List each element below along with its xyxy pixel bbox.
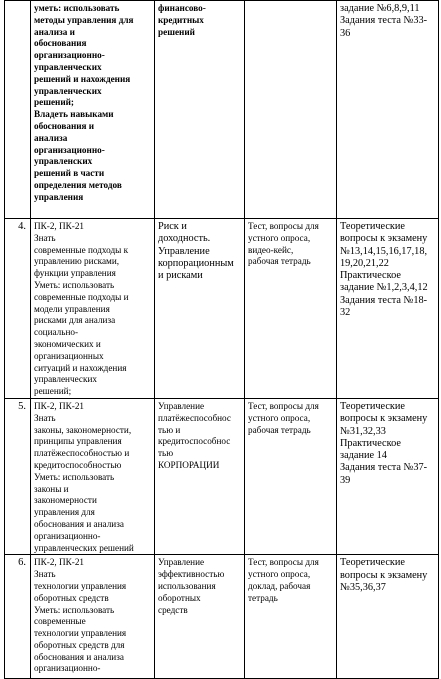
- cell-line: устного опроса,: [248, 232, 311, 243]
- cell-line: тью: [158, 448, 174, 459]
- cell-line: Уметь: использовать: [34, 471, 115, 482]
- cell-line: ПК-2, ПК-21: [34, 221, 85, 231]
- cell-line: закономерности: [34, 495, 97, 506]
- cell-line: модели управления: [34, 303, 110, 314]
- cell-line: платёжеспособностью и: [34, 448, 130, 459]
- cell-line: Тест, вопросы для: [248, 221, 319, 231]
- cell-line: организационно-: [34, 50, 105, 61]
- cell-line: Практическое: [340, 437, 401, 449]
- cell-line: технологии управления: [34, 580, 127, 591]
- cell-line: оборотных средств: [34, 592, 109, 603]
- cell-line: технологии управления: [34, 628, 127, 639]
- table-row: [5, 398, 439, 554]
- topic-cell: [155, 555, 245, 679]
- competence-cell: [31, 1, 155, 219]
- cell-line: Теоретические: [340, 400, 406, 412]
- cell-line: Риск и: [158, 221, 187, 232]
- cell-line: социально-: [34, 327, 79, 338]
- cell-line: управленческих решений: [34, 542, 134, 553]
- cell-line: определения методов: [34, 179, 122, 190]
- cell-line: финансово-: [158, 3, 206, 13]
- cell-line: №31,32,33: [340, 425, 386, 437]
- materials-cell: [337, 398, 439, 554]
- cell-line: решений;: [34, 386, 72, 397]
- cell-line: анализа: [34, 132, 68, 143]
- cell-line: обоснования: [34, 38, 87, 49]
- cell-line: доходность.: [158, 233, 211, 245]
- cell-line: управленских: [34, 156, 93, 167]
- materials-cell: [337, 555, 439, 679]
- cell-line: управленческих: [34, 61, 102, 72]
- cell-line: организационных: [34, 350, 104, 361]
- cell-line: кредитоспособностью: [34, 459, 122, 470]
- cell-line: рабочая тетрадь: [248, 256, 311, 267]
- cell-line: 19,20,21,22: [340, 257, 389, 269]
- cell-line: законы и: [34, 483, 69, 494]
- cell-line: организационно-: [34, 663, 101, 674]
- cell-line: задание №6,8,9,11: [340, 3, 420, 14]
- cell-line: управления: [34, 191, 84, 202]
- assessment-cell: [245, 219, 337, 399]
- cell-line: Теоретические: [340, 221, 406, 232]
- cell-line: оборотных средств для: [34, 639, 125, 650]
- topic-cell: [155, 1, 245, 219]
- cell-line: рисками для анализа: [34, 315, 116, 326]
- cell-line: устного опроса,: [248, 412, 311, 423]
- cell-line: устного опроса,: [248, 569, 311, 580]
- materials-cell: [337, 219, 439, 399]
- cell-line: вопросы к экзамену: [340, 413, 428, 425]
- cell-line: видео-кейс,: [248, 244, 294, 255]
- cell-line: современные подходы к: [34, 244, 129, 255]
- cell-line: принципы управления: [34, 436, 122, 447]
- cell-line: Знать: [34, 232, 56, 243]
- cell-line: организационно-: [34, 530, 101, 541]
- cell-line: Управление: [158, 557, 205, 568]
- cell-line: Задания теста №18-: [340, 294, 428, 306]
- assessment-cell: [245, 398, 337, 554]
- cell-line: тетрадь: [248, 592, 278, 603]
- cell-line: организационно-: [34, 144, 105, 155]
- competence-cell: [31, 398, 155, 554]
- cell-line: Владеть навыками: [34, 109, 114, 120]
- cell-line: современные подходы и: [34, 291, 129, 302]
- topic-cell: [155, 219, 245, 399]
- cell-line: экономических и: [34, 338, 101, 349]
- cell-line: современные: [34, 616, 86, 627]
- cell-line: Тест, вопросы для: [248, 400, 319, 411]
- cell-line: Тест, вопросы для: [248, 557, 319, 568]
- cell-line: 32: [340, 307, 351, 319]
- cell-line: рабочая тетрадь: [248, 424, 311, 435]
- cell-line: Теоретические: [340, 557, 406, 569]
- cell-line: решений в части: [34, 168, 105, 179]
- cell-line: ПК-2, ПК-21: [34, 400, 85, 411]
- materials-cell: [337, 1, 439, 219]
- cell-line: вопросы к экзамену: [340, 233, 428, 245]
- table-row: [5, 1, 439, 219]
- cell-line: Задания теста №33-: [340, 15, 428, 27]
- cell-line: ситуаций и нахождения: [34, 362, 127, 373]
- cell-line: обоснования и: [34, 120, 95, 131]
- row-number: [5, 1, 31, 219]
- cell-line: управлению рисками,: [34, 256, 120, 267]
- cell-line: методы управления для: [34, 14, 134, 25]
- cell-line: и рисками: [158, 270, 203, 282]
- cell-line: решений: [158, 26, 195, 37]
- cell-line: Уметь: использовать: [34, 279, 115, 290]
- row-number: 5.: [5, 398, 31, 554]
- cell-line: Задания теста №37-: [340, 462, 428, 474]
- cell-line: платёжеспособнос: [158, 412, 231, 423]
- cell-line: Знать: [34, 569, 56, 580]
- cell-line: обоснования и анализа: [34, 518, 124, 529]
- cell-line: ПК-2, ПК-21: [34, 557, 85, 568]
- cell-line: вопросы к экзамену: [340, 569, 428, 581]
- cell-line: №13,14,15,16,17,18,: [340, 245, 428, 257]
- cell-line: №35,36,37: [340, 581, 386, 593]
- competence-cell: [31, 555, 155, 679]
- cell-line: решений;: [34, 97, 74, 108]
- cell-line: задание №1,2,3,4,12: [340, 282, 428, 294]
- cell-line: Уметь: использовать: [34, 604, 115, 615]
- cell-line: корпорационным: [158, 257, 234, 269]
- cell-line: задание 14: [340, 450, 387, 462]
- assessment-table: [4, 0, 439, 679]
- table-row: [5, 555, 439, 679]
- cell-line: управленческих: [34, 374, 97, 385]
- cell-line: Управление: [158, 245, 210, 257]
- cell-line: обоснования и анализа: [34, 651, 124, 662]
- cell-line: уметь: использовать: [34, 3, 120, 13]
- cell-line: 36: [340, 27, 351, 39]
- cell-line: Управление: [158, 400, 205, 411]
- cell-line: средств: [158, 604, 188, 615]
- cell-line: законы, закономерности,: [34, 424, 132, 435]
- assessment-cell: [245, 555, 337, 679]
- cell-line: доклад, рабочая: [248, 580, 311, 591]
- assessment-cell: [245, 1, 337, 219]
- cell-line: тью и: [158, 424, 181, 435]
- cell-line: управленческих: [34, 85, 102, 96]
- cell-line: анализа и: [34, 26, 75, 37]
- cell-line: Практическое: [340, 270, 401, 282]
- cell-line: управления для: [34, 507, 95, 518]
- cell-line: Знать: [34, 412, 56, 423]
- cell-line: решений и нахождения: [34, 73, 131, 84]
- cell-line: функции управления: [34, 268, 116, 279]
- cell-line: использования: [158, 580, 216, 591]
- row-number: 4.: [5, 219, 31, 399]
- competence-cell: [31, 219, 155, 399]
- cell-line: КОРПОРАЦИИ: [158, 459, 220, 470]
- cell-line: кредитных: [158, 14, 204, 25]
- topic-cell: [155, 398, 245, 554]
- cell-line: оборотных: [158, 592, 201, 603]
- cell-line: эффективностью: [158, 569, 225, 580]
- cell-line: 39: [340, 474, 351, 486]
- row-number: 6.: [5, 555, 31, 679]
- table-row: [5, 219, 439, 399]
- cell-line: кредитоспособнос: [158, 436, 231, 447]
